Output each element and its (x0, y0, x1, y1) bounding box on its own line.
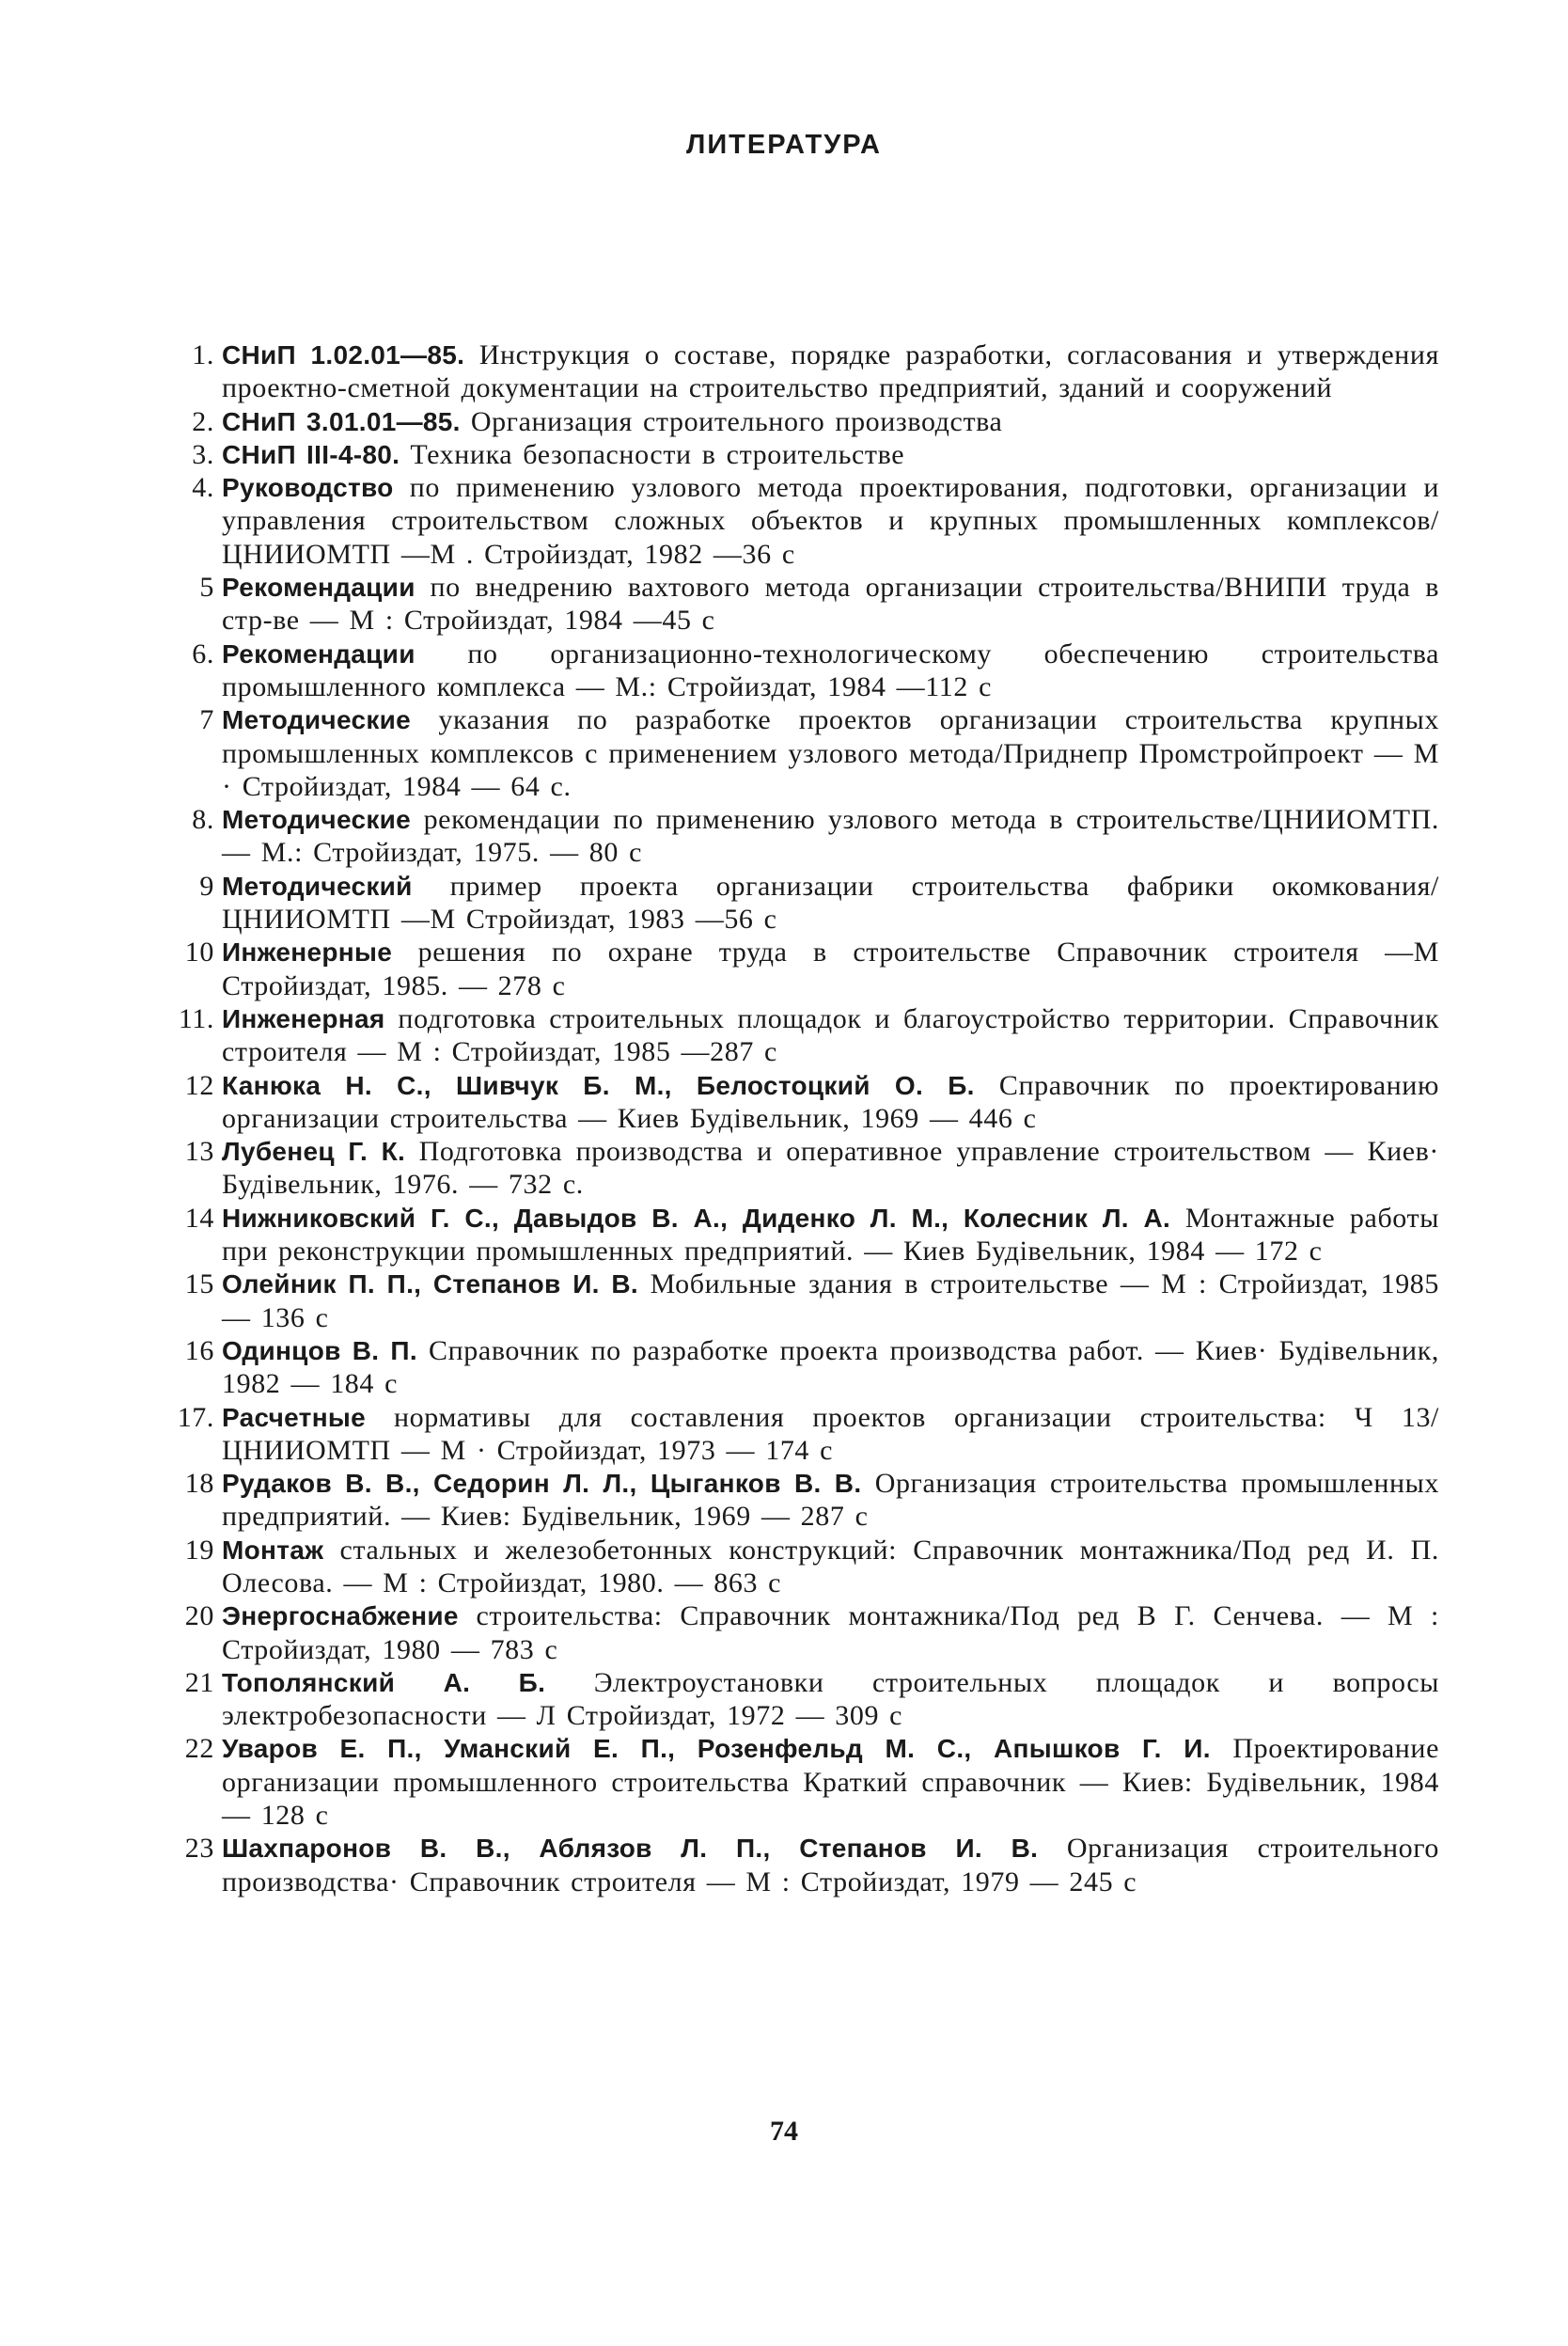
reference-item (165, 870, 1439, 937)
reference-item (165, 936, 1439, 1002)
reference-number: 8. (192, 804, 214, 836)
reference-item (165, 1069, 1439, 1136)
reference-item (165, 1135, 1439, 1202)
reference-number: 13 (184, 1136, 214, 1168)
reference-text: Электроустановки строительных площадок и вопросы электробезопасности — Л Стройиздат, 1972 — 309 с (222, 1666, 1439, 1732)
reference-item (165, 1599, 1439, 1666)
reference-number: 17. (177, 1401, 214, 1433)
reference-author: Инженерные (222, 937, 393, 968)
reference-item (165, 1732, 1439, 1832)
reference-author: СНиП III-4-80. (222, 439, 400, 469)
reference-author: Монтаж (222, 1535, 324, 1565)
reference-number: 9 (199, 870, 214, 902)
reference-text: по применению узлового метода проектирования, подготовки, организации и управления строительством сложных объектов и крупных промышленных комплексов/ЦНИИОМТП —М . Стройиздат, 1982 —36 с (222, 472, 1439, 570)
reference-item (165, 1002, 1439, 1069)
reference-text: Проектирование организации промышленного строительства Краткий справочник — Киев: Будівельник, 1984 — 128 с (222, 1733, 1439, 1832)
reference-text: по организационно-технологическому обеспечению строительства промышленного комплекса — М.: Стройиздат, 1984 —112 с (222, 638, 1439, 702)
reference-text: пример проекта организации строительства фабрики окомкования/ЦНИИОМТП —М Стройиздат, 1983 —56 с (222, 870, 1439, 936)
reference-text: Организация строительного производства· Справочник строителя — М : Стройиздат, 1979 — 245 с (222, 1833, 1439, 1897)
reference-item (165, 1666, 1439, 1733)
reference-item (165, 638, 1439, 704)
reference-number: 20 (184, 1600, 214, 1632)
reference-author: Руководство (222, 473, 394, 503)
reference-number: 5 (199, 572, 214, 604)
reference-author: Канюка Н. С., Шивчук Б. М., Белостоцкий О. Б. (222, 1070, 975, 1100)
reference-author: Рудаков В. В., Седорин Л. Л., Цыганков В. В. (222, 1469, 862, 1499)
reference-author: Методические (222, 705, 412, 735)
reference-author: Нижниковский Г. С., Давыдов В. А., Диденко Л. М., Колесник Л. А. (222, 1203, 1171, 1233)
reference-author: Шахпаронов В. В., Аблязов Л. П., Степанов И. В. (222, 1834, 1039, 1864)
reference-text: рекомендации по применению узлового метода в строительстве/ЦНИИОМТП. — М.: Стройиздат, 1975. — 80 с (222, 804, 1439, 869)
reference-item (165, 1534, 1439, 1600)
reference-number: 11. (178, 1002, 214, 1034)
reference-text: решения по охране труда в строительстве Справочник строителя —М Стройиздат, 1985. — 278 с (222, 937, 1439, 1001)
reference-text: Справочник по проектированию организации строительства — Киев Будівельник, 1969 — 446 с (222, 1069, 1439, 1134)
reference-author: Рекомендации (222, 573, 416, 603)
reference-text: нормативы для составления проектов организации строительства: Ч 13/ЦНИИОМТП — М · Стройиздат, 1973 — 174 с (222, 1401, 1439, 1466)
reference-author: СНиП 1.02.01—85. (222, 340, 465, 370)
reference-text: Организация строительства промышленных предприятий. — Киев: Будівельник, 1969 — 287 с (222, 1468, 1440, 1533)
reference-author: Олейник П. П., Степанов И. В. (222, 1269, 638, 1299)
reference-author: Одинцов В. П. (222, 1335, 417, 1365)
reference-text: Техника безопасности в строительстве (410, 438, 905, 470)
reference-number: 3. (192, 438, 214, 470)
reference-item (165, 1467, 1439, 1534)
reference-text: Монтажные работы при реконструкции промышленных предприятий. — Киев Будівельник, 1984 — 172 с (222, 1202, 1439, 1267)
reference-number: 1. (192, 339, 214, 370)
reference-item (165, 1267, 1439, 1334)
reference-author: Энергоснабжение (222, 1601, 459, 1631)
reference-number: 4. (192, 472, 214, 504)
reference-number: 21 (184, 1666, 214, 1698)
reference-text: подготовка строительных площадок и благоустройство территории. Справочник строителя — М : Стройиздат, 1985 —287 с (222, 1002, 1439, 1068)
reference-number: 23 (184, 1833, 214, 1865)
reference-item (165, 405, 1439, 438)
reference-text: Инструкция о составе, порядке разработки, согласования и утверждения проектно-сметной документации на строительство предприятий, зданий и сооружений (222, 339, 1439, 404)
reference-number: 12 (184, 1069, 214, 1101)
reference-item (165, 703, 1439, 803)
reference-item (165, 1832, 1439, 1898)
reference-text: Справочник по разработке проекта производства работ. — Киев· Будівельник, 1982 — 184 с (222, 1334, 1439, 1400)
reference-author: Тополянский А. Б. (222, 1667, 546, 1697)
reference-list (165, 339, 1439, 1898)
reference-number: 6. (192, 638, 214, 669)
reference-number: 19 (184, 1534, 214, 1566)
reference-author: Методические (222, 805, 412, 835)
reference-item (165, 1202, 1439, 1268)
reference-author: Уваров Е. П., Уманский Е. П., Розенфельд М. С., Апышков Г. И. (222, 1734, 1211, 1764)
page-heading: ЛИТЕРАТУРА (685, 130, 883, 160)
reference-number: 15 (184, 1268, 214, 1300)
reference-item (165, 471, 1439, 571)
reference-number: 22 (184, 1733, 214, 1765)
reference-number: 2. (192, 405, 214, 437)
reference-item (165, 571, 1439, 638)
reference-number: 10 (184, 937, 214, 968)
reference-number: 14 (184, 1202, 214, 1234)
reference-item (165, 1334, 1439, 1401)
reference-item (165, 803, 1439, 870)
reference-number: 7 (199, 704, 214, 736)
reference-text: Организация строительного производства (470, 405, 1003, 437)
reference-author: СНиП 3.01.01—85. (222, 406, 461, 436)
reference-item (165, 438, 1439, 471)
reference-author: Методический (222, 871, 413, 901)
reference-item (165, 339, 1439, 405)
page-number: 74 (770, 2116, 798, 2147)
reference-text: Подготовка производства и оперативное управление строительством — Киев· Будівельник, 1976. — 732 с. (222, 1136, 1439, 1201)
reference-text: строительства: Справочник монтажника/Под ред В Г. Сенчева. — М : Стройиздат, 1980 — 783 с (222, 1600, 1439, 1665)
reference-text: Мобильные здания в строительстве — М : Стройиздат, 1985 — 136 с (222, 1268, 1440, 1333)
reference-author: Рекомендации (222, 638, 416, 669)
reference-text: по внедрению вахтового метода организации строительства/ВНИПИ труда в стр-ве — М : Стройиздат, 1984 —45 с (222, 572, 1439, 637)
reference-text: указания по разработке проектов организации строительства крупных промышленных комплексов с применением узлового метода/Приднепр Промстройпроект — М · Стройиздат, 1984 — 64 с. (222, 704, 1440, 802)
reference-number: 18 (184, 1468, 214, 1500)
reference-author: Лубенец Г. К. (222, 1137, 406, 1167)
reference-number: 16 (184, 1334, 214, 1366)
reference-text: стальных и железобетонных конструкций: Справочник монтажника/Под ред И. П. Олесова. — М : Стройиздат, 1980. — 863 с (222, 1534, 1439, 1598)
reference-author: Расчетные (222, 1402, 366, 1432)
reference-author: Инженерная (222, 1003, 385, 1033)
reference-item (165, 1401, 1439, 1468)
